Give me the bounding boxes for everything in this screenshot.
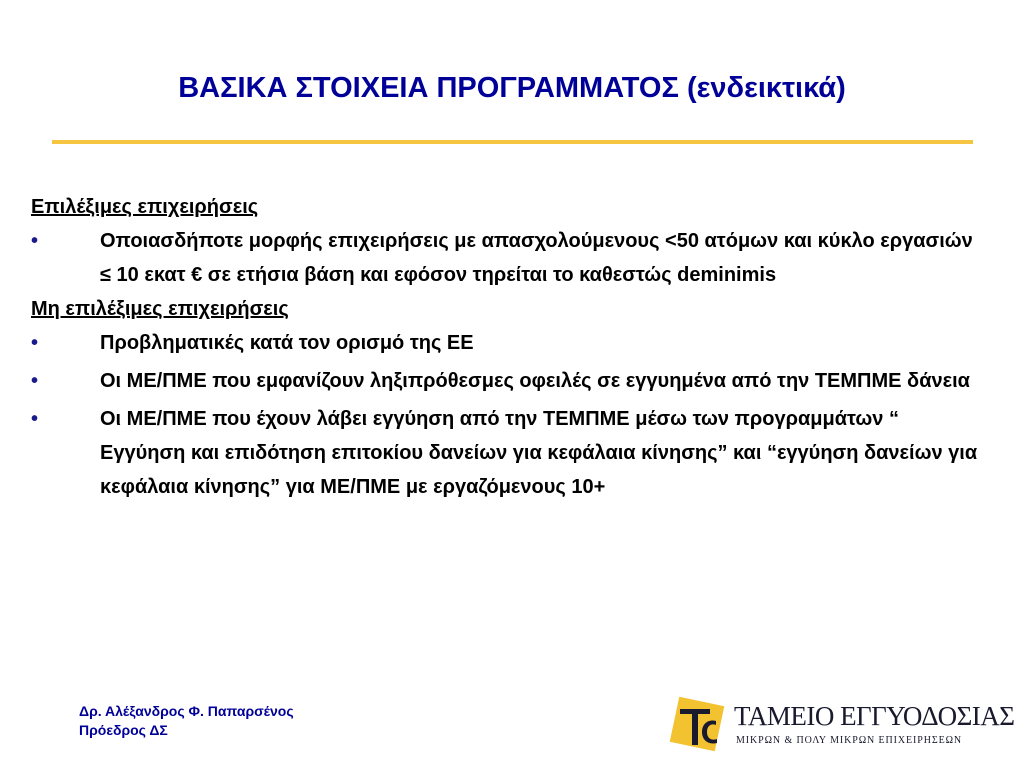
bullet-text: Οι ΜΕ/ΠΜΕ που εμφανίζουν ληξιπρόθεσμες οφειλές σε εγγυημένα από την ΤΕΜΠΜΕ δάνεια [100,370,970,392]
bullet-icon: • [31,332,39,354]
bullet-item [31,364,981,398]
bullet-text: Προβληματικές κατά τον ορισμό της ΕΕ [100,332,474,354]
bullet-text: Οι ΜΕ/ΠΜΕ που έχουν λάβει εγγύηση από την ΤΕΜΠΜΕ μέσω των προγραμμάτων “ Εγγύηση και επιδότηση επιτοκίου δανείων για κεφάλαια κίνησης” και “εγγύηση δανείων για κεφάλαια κίνησης” για ΜΕ/ΠΜΕ με εργαζόμενους 10+ [100,408,978,498]
title-divider [52,140,973,144]
logo-subtitle: ΜΙΚΡΩΝ & ΠΟΛΥ ΜΙΚΡΩΝ ΕΠΙΧΕΙΡΗΣΕΩΝ [736,735,963,746]
organization-logo [666,693,1015,757]
bullet-item [31,326,981,360]
bullet-item [31,402,981,504]
bullet-icon: • [31,408,39,430]
slide-title: ΒΑΣΙΚΑ ΣΤΟΙΧΕΙΑ ΠΡΟΓΡΑΜΜΑΤΟΣ (ενδεικτικά) [178,72,846,104]
bullet-icon: • [31,230,39,252]
author-role: Πρόεδρος ΔΣ [79,722,168,738]
section-heading-eligible: Επιλέξιμες επιχειρήσεις [31,196,259,218]
slide-content [31,190,981,504]
author-name: Δρ. Αλέξανδρος Φ. Παπαρσένος [79,703,294,719]
footer-author [79,702,294,740]
section-heading-non-eligible: Μη επιλέξιμες επιχειρήσεις [31,298,289,320]
bullet-text: Οποιασδήποτε μορφής επιχειρήσεις με απασχολούμενους <50 ατόμων και κύκλο εργασιών ≤ 10 εκατ € σε ετήσια βάση και εφόσον τηρείται το καθεστώς deminimis [100,230,973,286]
bullet-item [31,224,981,292]
logo-name: ΤΑΜΕΙΟ ΕΓΓΥΟΔΟΣΙΑΣ [734,701,1015,731]
logo-mark-icon [666,693,728,755]
bullet-icon: • [31,370,39,392]
